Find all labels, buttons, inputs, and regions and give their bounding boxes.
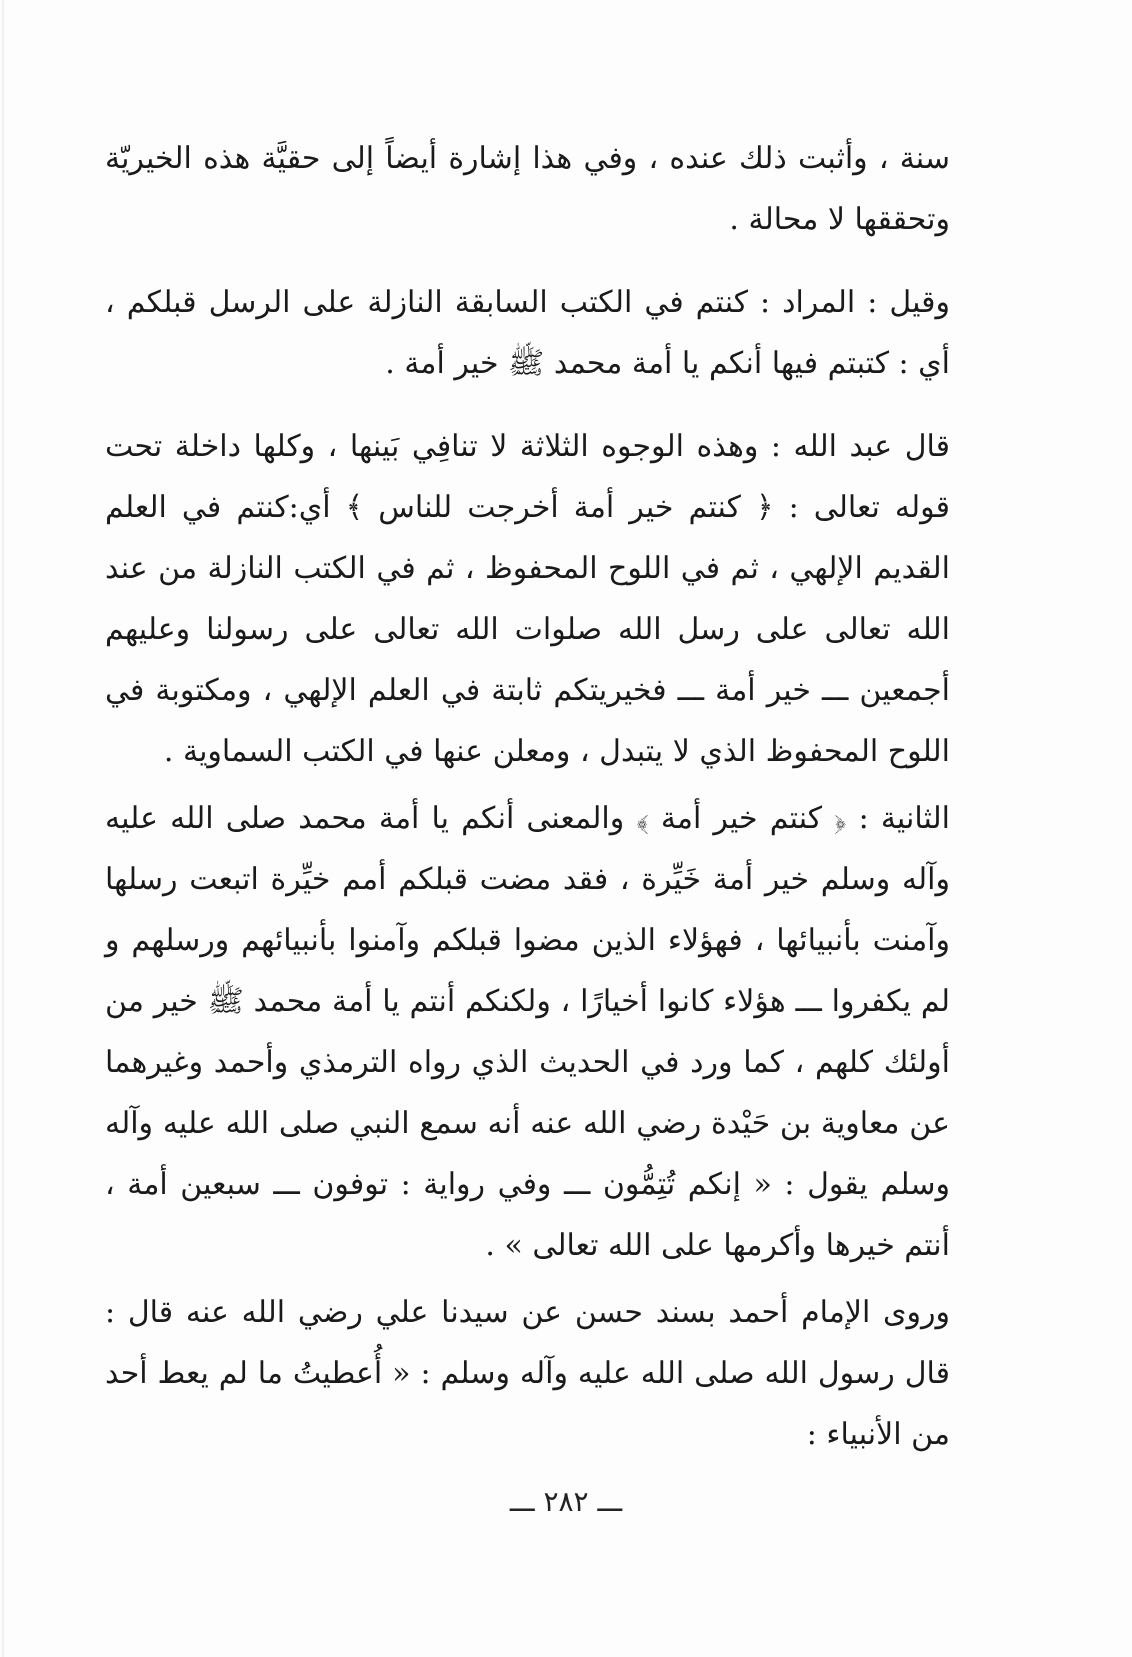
page-edge <box>2 0 4 1657</box>
page-body <box>105 128 950 1465</box>
paragraph-2: وقيل : المراد : كنتم في الكتب السابقة النازلة على الرسل قبلكم ، أي : كتبتم فيها أنكم يا أمة محمد ﷺ خير أمة . <box>105 285 950 381</box>
paragraph-gap <box>105 394 950 416</box>
paragraph-gap <box>105 250 950 272</box>
paragraph-4: الثانية : ﴿ كنتم خير أمة ﴾ والمعنى أنكم يا أمة محمد صلى الله عليه وآله وسلم خير أمة خَيِّرة ، فقد مضت قبلكم أمم خيِّرة اتبعت رسلها وآمنت بأنبيائها ، فهؤلاء الذين مضوا قبلكم وآمنوا بأنبيائهم ورسلهم و لم يكفروا ـــ هؤلاء كانوا أخيارًا ، ولكنكم أنتم يا أمة محمد ﷺ خير من أولئك كلهم ، كما ورد في الحديث الذي رواه الترمذي وأحمد وغيرهما عن معاوية بن حَيْدة رضي الله عنه أنه سمع النبي صلى الله عليه وآله وسلم يقول : « إنكم تُتِمُّون ـــ وفي رواية : توفون ـــ سبعين أمة ، أنتم خيرها وأكرمها على الله تعالى » . <box>105 801 950 1263</box>
page-number: ـــ ٢٨٢ ـــ <box>509 1485 623 1518</box>
paragraph-5: وروى الإمام أحمد بسند حسن عن سيدنا علي رضي الله عنه قال : قال رسول الله صلى الله عليه وآله وسلم : « أُعطيتُ ما لم يعط أحد من الأنبياء : <box>105 1295 950 1452</box>
paragraph-3: قال عبد الله : وهذه الوجوه الثلاثة لا تنافِي بَينها ، وكلها داخلة تحت قوله تعالى : ﴿ كنتم خير أمة أخرجت للناس ﴾ أي:كنتم في العلم القديم الإلهي ، ثم في اللوح المحفوظ ، ثم في الكتب النازلة من عند الله تعالى على رسل الله صلوات الله تعالى على رسولنا وعليهم أجمعين ـــ خير أمة ـــ فخيريتكم ثابتة في العلم الإلهي ، ومكتوبة في اللوح المحفوظ الذي لا يتبدل ، ومعلن عنها في الكتب السماوية . <box>105 429 951 769</box>
paragraph-1: سنة ، وأثبت ذلك عنده ، وفي هذا إشارة أيضاً إلى حقيَّة هذه الخيريّة وتحققها لا محالة . <box>105 141 950 237</box>
